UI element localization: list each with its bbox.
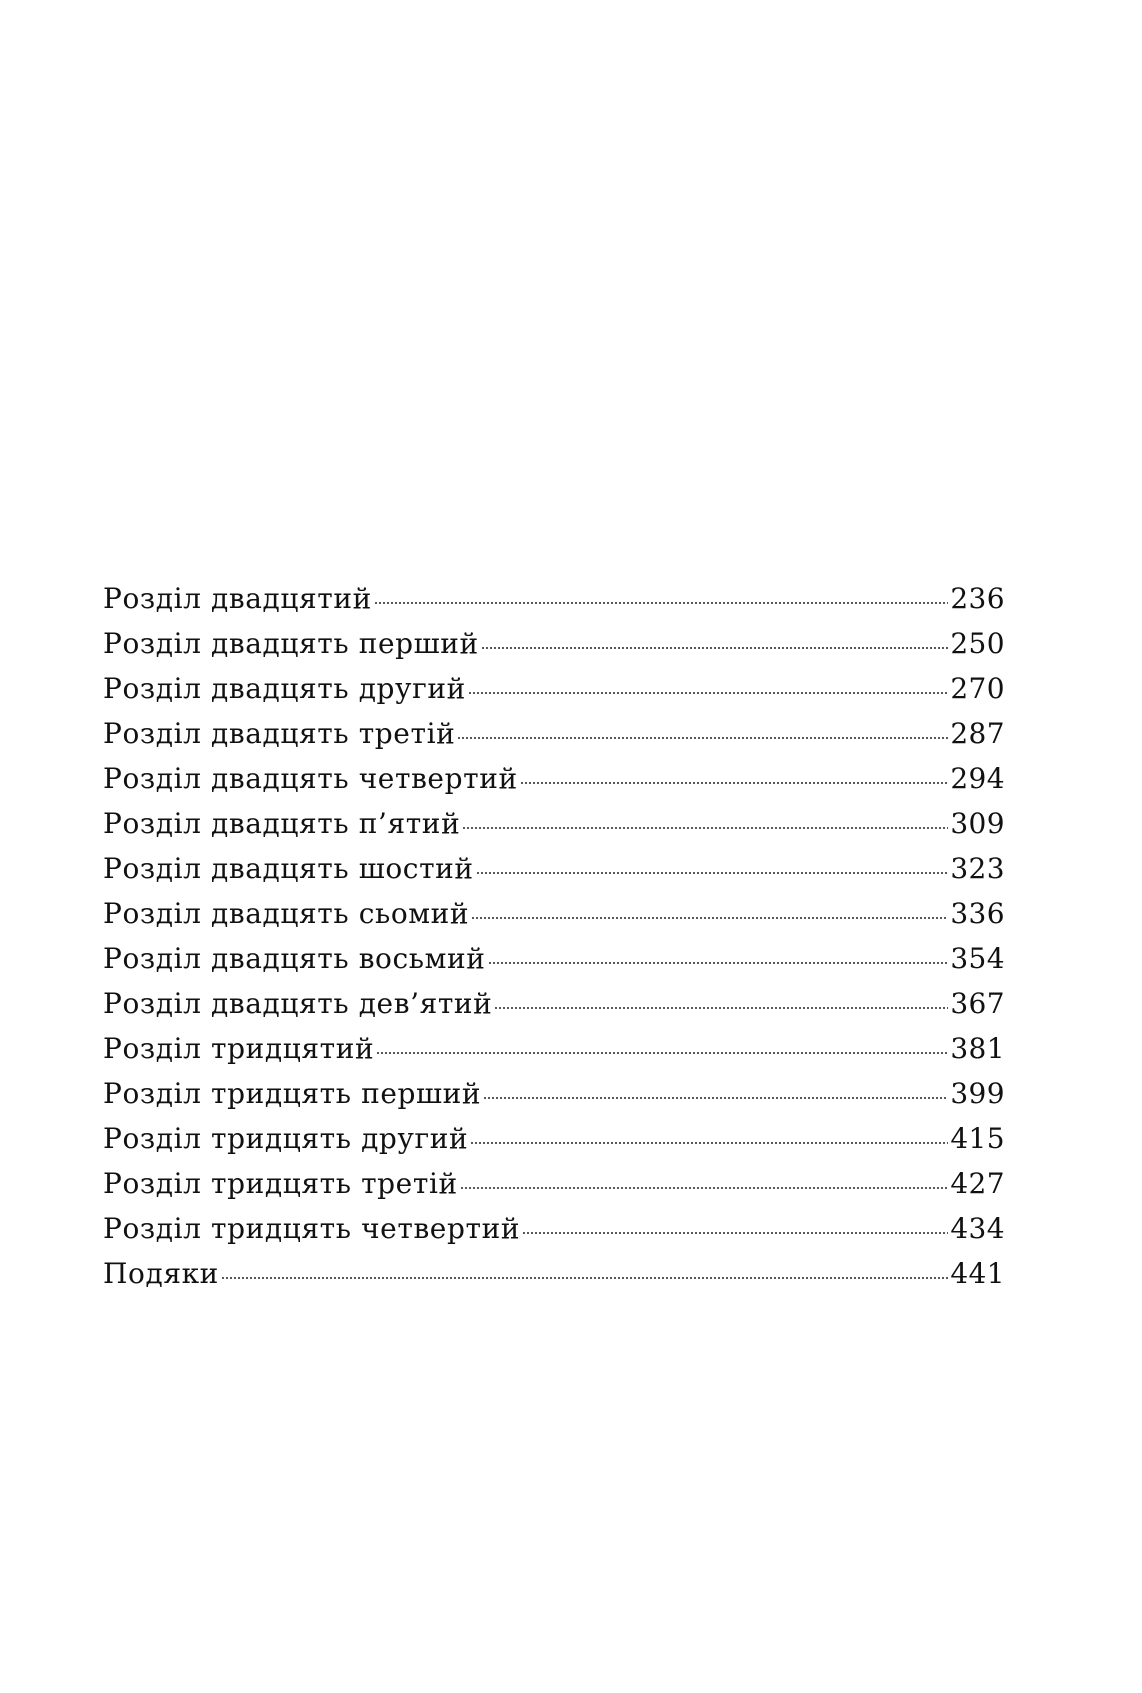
toc-entry[interactable] bbox=[103, 897, 1005, 942]
dot-leader bbox=[494, 1006, 948, 1009]
toc-entry-page: 309 bbox=[950, 807, 1005, 840]
dot-leader bbox=[481, 646, 949, 649]
toc-entry-page: 294 bbox=[950, 762, 1005, 795]
toc-entry[interactable] bbox=[103, 1257, 1005, 1302]
toc-entry-page: 427 bbox=[950, 1167, 1005, 1200]
toc-entry-title: Подяки bbox=[103, 1257, 219, 1290]
toc-entry[interactable] bbox=[103, 942, 1005, 987]
toc-entry-page: 236 bbox=[950, 582, 1005, 615]
toc-entry-page: 415 bbox=[950, 1122, 1005, 1155]
toc-entry[interactable] bbox=[103, 717, 1005, 762]
dot-leader bbox=[470, 1141, 948, 1144]
dot-leader bbox=[520, 781, 949, 784]
toc-entry-page: 381 bbox=[950, 1032, 1005, 1065]
dot-leader bbox=[376, 1051, 948, 1054]
toc-entry[interactable] bbox=[103, 1122, 1005, 1167]
toc-entry-page: 434 bbox=[950, 1212, 1005, 1245]
toc-entry-page: 270 bbox=[950, 672, 1005, 705]
toc-entry-title: Розділ двадцять четвертий bbox=[103, 762, 518, 795]
toc-entry-page: 287 bbox=[950, 717, 1005, 750]
toc-entry-title: Розділ двадцять шостий bbox=[103, 852, 474, 885]
toc-entry-page: 354 bbox=[950, 942, 1005, 975]
toc-entry-title: Розділ двадцять п’ятий bbox=[103, 807, 461, 840]
toc-entry-title: Розділ двадцять третій bbox=[103, 717, 456, 750]
toc-entry-page: 323 bbox=[950, 852, 1005, 885]
toc-entry-page: 367 bbox=[950, 987, 1005, 1020]
dot-leader bbox=[468, 691, 948, 694]
dot-leader bbox=[476, 871, 949, 874]
dot-leader bbox=[471, 916, 948, 919]
toc-entry[interactable] bbox=[103, 1077, 1005, 1122]
toc-entry[interactable] bbox=[103, 1212, 1005, 1257]
toc-entry-title: Розділ тридцять другий bbox=[103, 1122, 469, 1155]
toc-entry-page: 441 bbox=[950, 1257, 1005, 1290]
toc-entry-page: 336 bbox=[950, 897, 1005, 930]
toc-entry-title: Розділ тридцять четвертий bbox=[103, 1212, 521, 1245]
toc-entry[interactable] bbox=[103, 1167, 1005, 1212]
table-of-contents bbox=[103, 582, 1005, 1302]
toc-entry-title: Розділ тридцять третій bbox=[103, 1167, 458, 1200]
toc-entry[interactable] bbox=[103, 582, 1005, 627]
dot-leader bbox=[457, 736, 948, 739]
toc-entry-title: Розділ тридцять перший bbox=[103, 1077, 482, 1110]
toc-entry[interactable] bbox=[103, 762, 1005, 807]
toc-entry-page: 399 bbox=[950, 1077, 1005, 1110]
dot-leader bbox=[522, 1231, 948, 1234]
toc-entry-title: Розділ двадцять перший bbox=[103, 627, 479, 660]
toc-entry[interactable] bbox=[103, 852, 1005, 897]
toc-entry-title: Розділ двадцять сьомий bbox=[103, 897, 470, 930]
dot-leader bbox=[488, 961, 949, 964]
toc-entry-title: Розділ двадцять восьмий bbox=[103, 942, 486, 975]
dot-leader bbox=[221, 1276, 948, 1279]
dot-leader bbox=[374, 601, 948, 604]
toc-entry-title: Розділ двадцятий bbox=[103, 582, 372, 615]
dot-leader bbox=[462, 826, 948, 829]
toc-entry-page: 250 bbox=[950, 627, 1005, 660]
toc-entry[interactable] bbox=[103, 1032, 1005, 1077]
dot-leader bbox=[483, 1096, 948, 1099]
toc-entry[interactable] bbox=[103, 807, 1005, 852]
dot-leader bbox=[460, 1186, 949, 1189]
toc-entry[interactable] bbox=[103, 627, 1005, 672]
toc-entry[interactable] bbox=[103, 987, 1005, 1032]
toc-entry-title: Розділ тридцятий bbox=[103, 1032, 375, 1065]
toc-entry-title: Розділ двадцять дев’ятий bbox=[103, 987, 493, 1020]
toc-entry[interactable] bbox=[103, 672, 1005, 717]
toc-entry-title: Розділ двадцять другий bbox=[103, 672, 466, 705]
